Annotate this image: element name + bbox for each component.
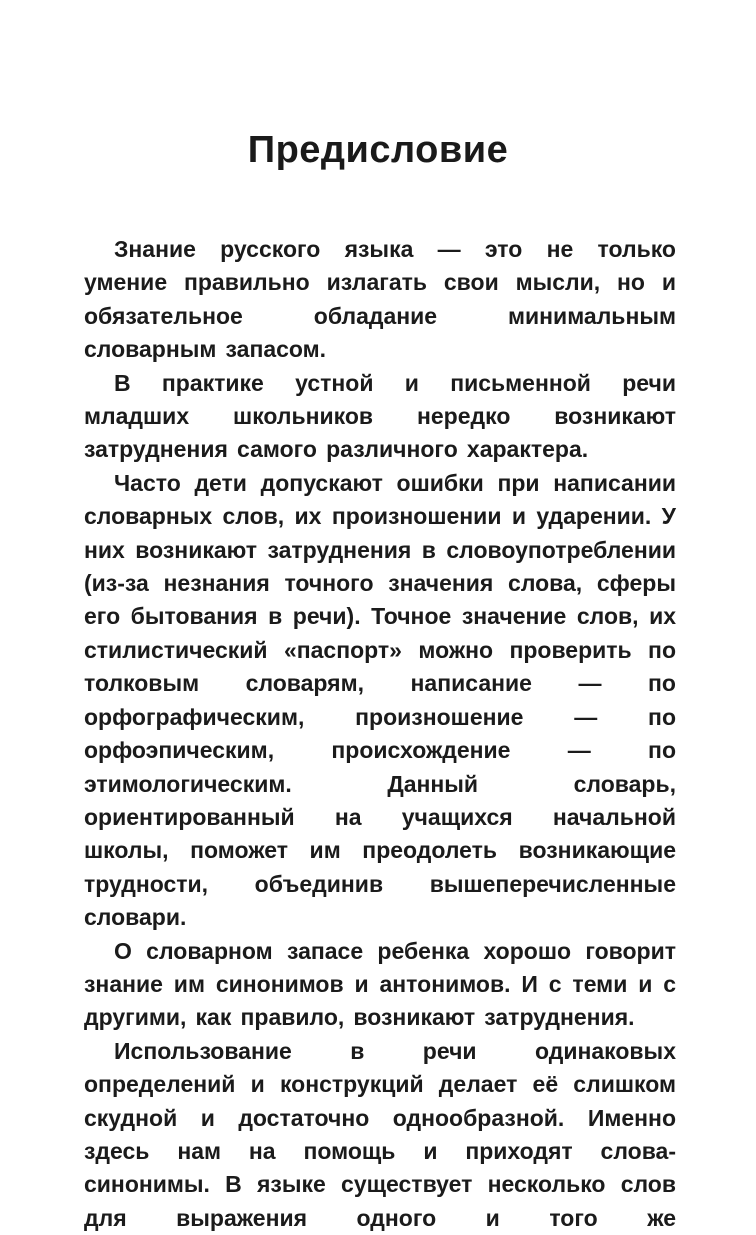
preface-text [84,233,676,1235]
paragraph: О словарном запасе ребенка хорошо говорит знание им синонимов и антонимов. И с теми и с другими, как правило, возникают затруднения. [84,937,676,1031]
paragraph: Часто дети допускают ошибки при написании словарных слов, их произношении и ударении. У них возникают затруднения в словоупотреблении (из-за незнания точного значения слова, сферы его бытования в речи). Точное значение слов, их стилистический «паспорт» можно проверить по толковым словарям, написание — по орфографическим, произношение — по орфоэпическим, происхождение — по этимологическим. Данный словарь, ориентированный на учащихся начальной школы, поможет им преодолеть возникающие трудности, объединив вышеперечисленные словари. [84,469,676,931]
page-title: Предисловие [247,129,509,171]
paragraph: Использование в речи одинаковых определений и конструкций делает её слишком скудной и достаточно однообразной. Именно здесь нам на помощь и приходят слова-синонимы. В языке существует несколько слов для выражения одного и того же [84,1037,676,1231]
paragraph: В практике устной и письменной речи младших школьников нередко возникают затруднения самого различного характера. [84,369,676,463]
paragraph: Знание русского языка — это не только умение правильно излагать свои мысли, но и обязательное обладание минимальным словарным запасом. [84,236,676,363]
